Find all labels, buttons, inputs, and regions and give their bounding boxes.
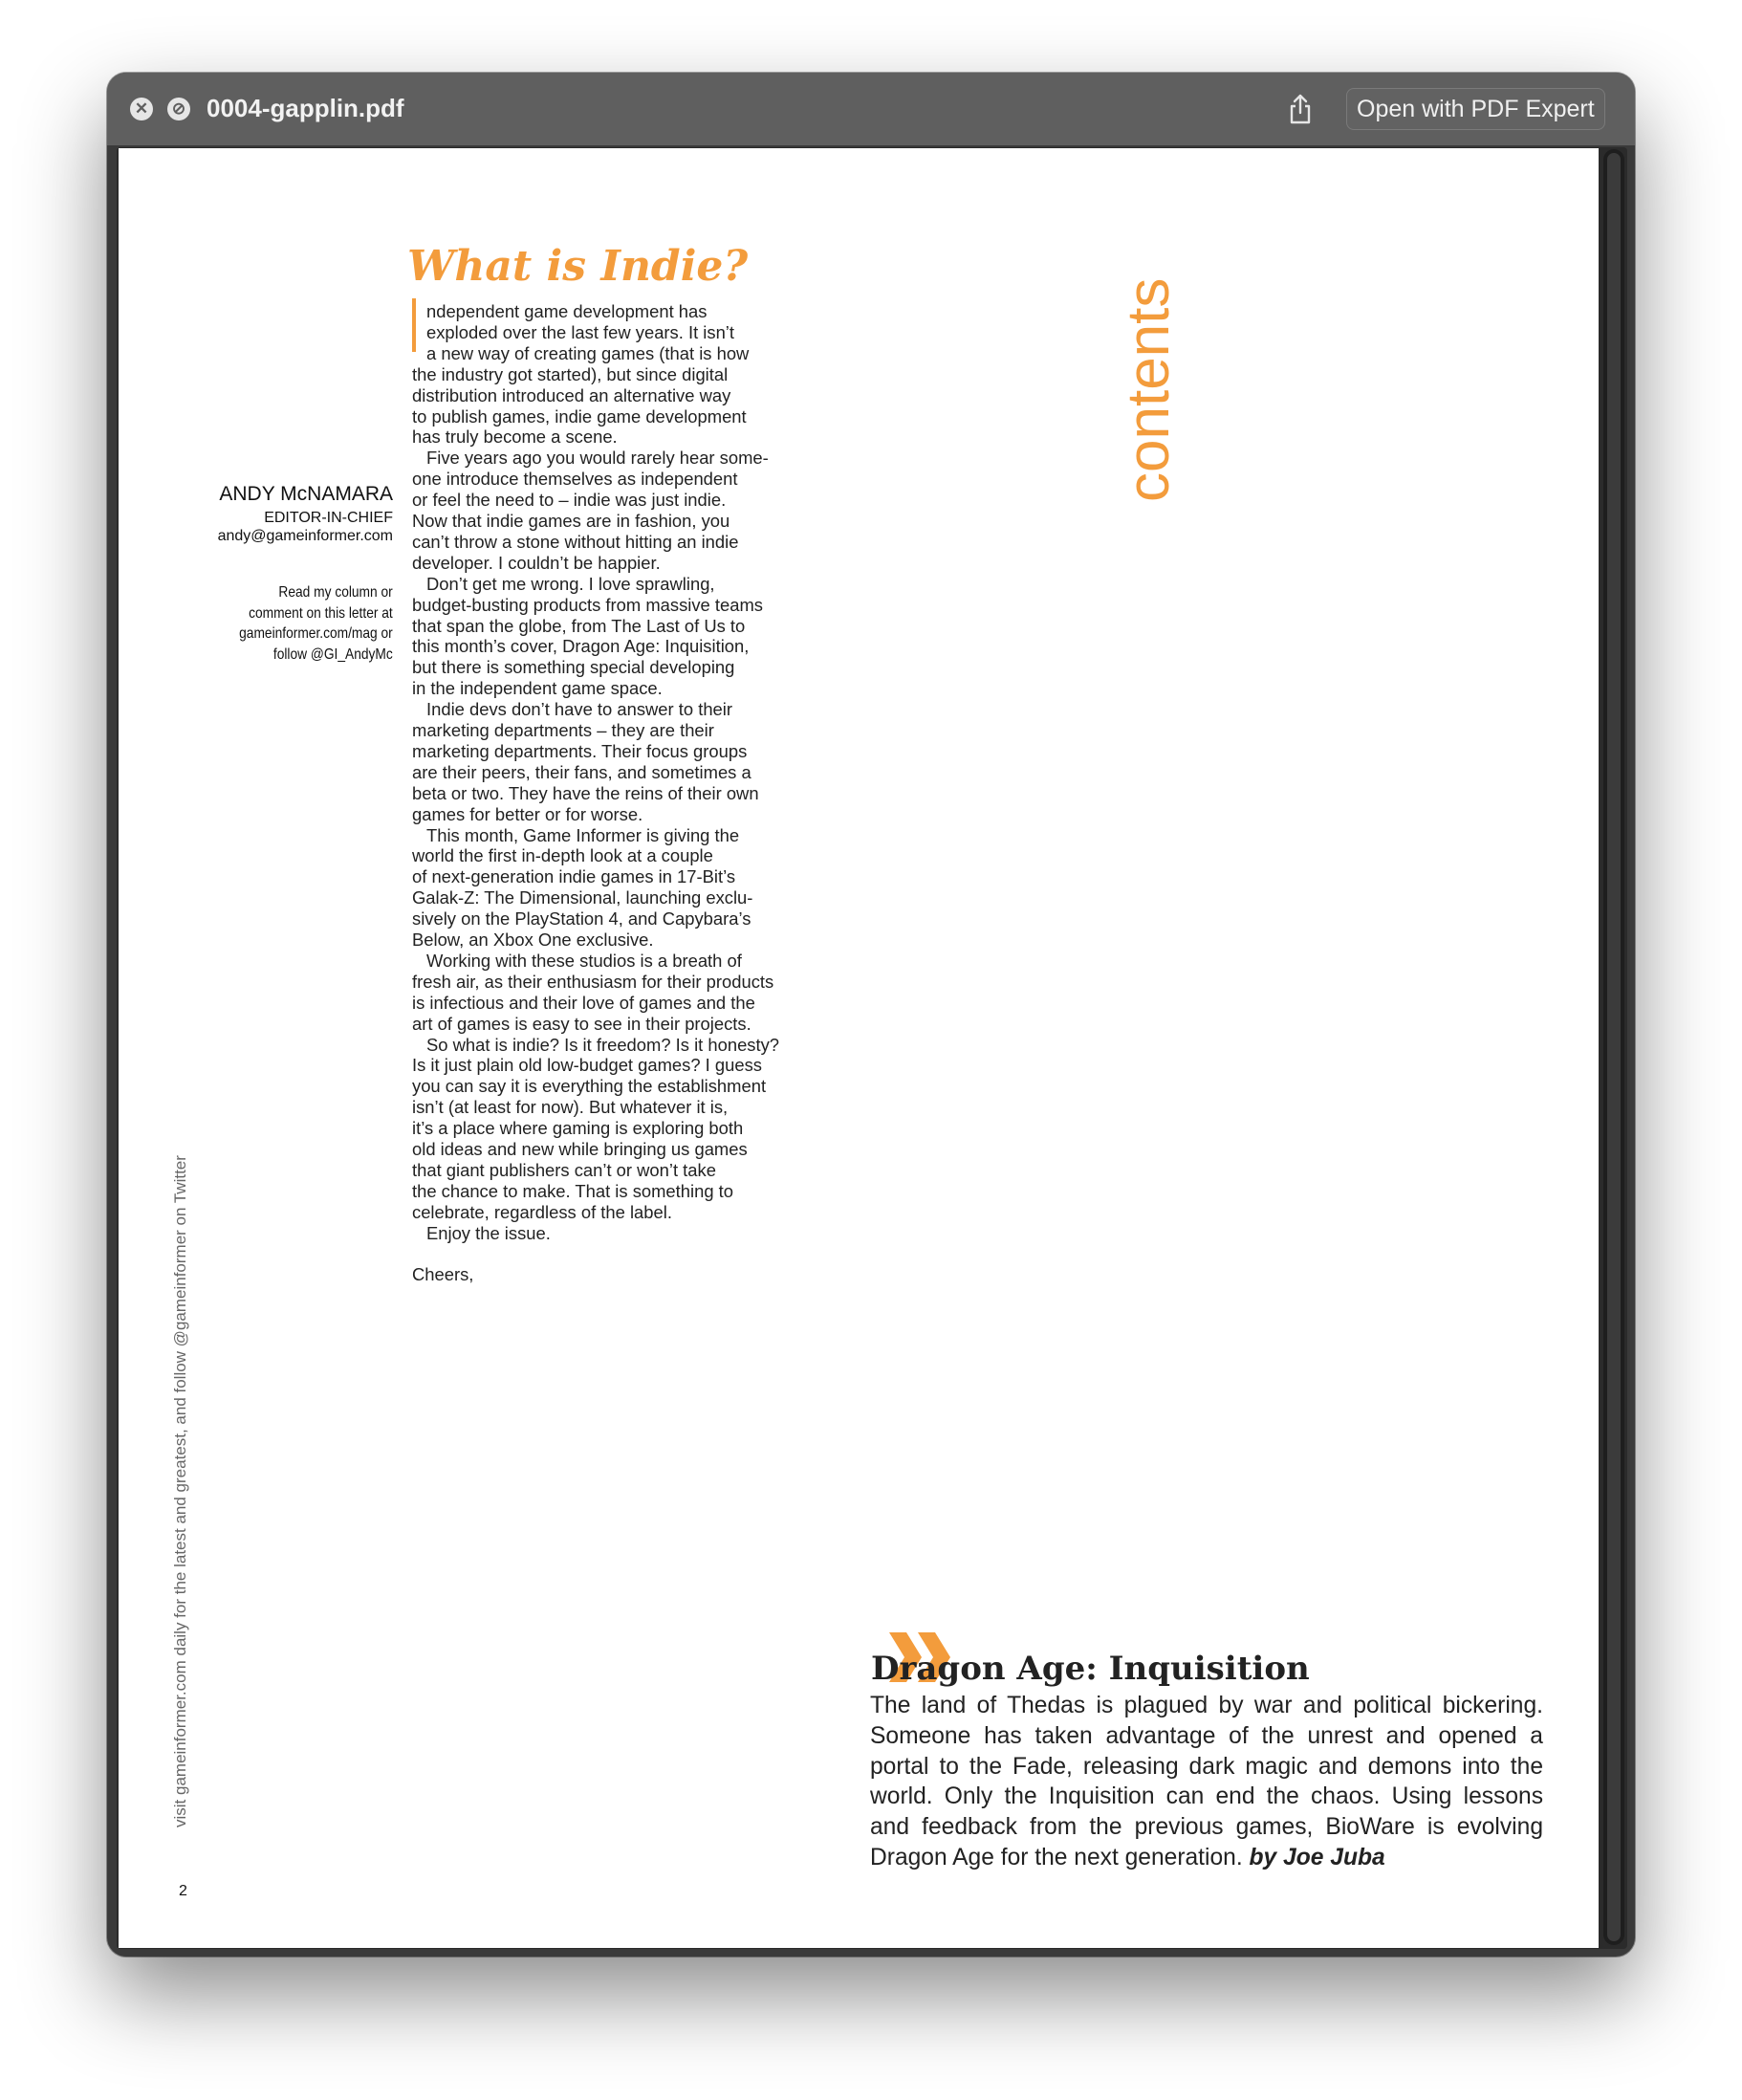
title-bar	[107, 73, 1635, 145]
article-line: distribution introduced an alternative way	[412, 384, 731, 405]
story-title: Dragon Age: Inquisition	[871, 1650, 1310, 1688]
contents-label: contents	[1116, 277, 1182, 502]
article-line: in the independent game space.	[412, 678, 663, 699]
article-line: old ideas and new while bringing us games	[412, 1139, 748, 1159]
article-line: marketing departments. Their focus groups	[412, 740, 748, 761]
article-line: the industry got started), but since digital	[412, 363, 729, 384]
story-text: The land of Thedas is plagued by war and political bickering. Someone has taken advantage of the unrest and opened a portal to the Fade, releasing dark magic and demons into the world. Only the Inquisition can end the chaos. Using lessons and feedback from the previous games, BioWare is evolving Dragon Age for the next generation.	[870, 1693, 1543, 1870]
pdf-viewer-window	[107, 73, 1635, 1957]
open-with-pdf-expert-button[interactable]: Open with PDF Expert	[1346, 88, 1605, 130]
side-note-line: gameinformer.com/mag or	[239, 625, 393, 642]
article-line: Below, an Xbox One exclusive.	[412, 930, 654, 950]
article-line: marketing departments – they are their	[412, 720, 714, 740]
page-number: 2	[179, 1883, 187, 1899]
article-line: exploded over the last few years. It isn’t	[426, 321, 734, 342]
article-line: Don’t get me wrong. I love sprawling,	[426, 573, 715, 594]
article-line: fresh air, as their enthusiasm for their products	[412, 971, 774, 992]
article-line: you can say it is everything the establishment	[412, 1076, 767, 1097]
article-line: Working with these studios is a breath of	[426, 950, 742, 971]
article-line: isn’t (at least for now). But whatever it is,	[412, 1097, 729, 1118]
article-line: So what is indie? Is it freedom? Is it honesty?	[426, 1034, 780, 1055]
close-icon[interactable]: ✕	[130, 98, 153, 120]
article-line: games for better or for worse.	[412, 803, 643, 824]
side-note-line: Read my column or	[278, 584, 393, 601]
article-line: are their peers, their fans, and sometimes a	[412, 761, 751, 782]
article-line: This month, Game Informer is giving the	[426, 824, 740, 845]
story-byline: by Joe Juba	[1249, 1844, 1385, 1870]
article-line: Now that indie games are in fashion, you	[412, 511, 730, 531]
side-note-line: comment on this letter at	[249, 604, 393, 622]
article-line: has truly become a scene.	[412, 427, 618, 448]
pdf-page[interactable]	[119, 148, 1599, 1948]
article-line: developer. I couldn’t be happier.	[412, 552, 661, 573]
article-line: the chance to make. That is something to	[412, 1180, 733, 1201]
author-name: ANDY McNAMARA	[219, 483, 393, 505]
story-description	[870, 1691, 1543, 1873]
article-line: is infectious and their love of games and the	[412, 992, 755, 1013]
article-line: celebrate, regardless of the label.	[412, 1201, 672, 1222]
article-line: Is it just plain old low-budget games? I guess	[412, 1055, 762, 1076]
article-line: world the first in-depth look at a couple	[412, 845, 713, 866]
drop-cap-i	[412, 298, 416, 352]
article-line: it’s a place where gaming is exploring both	[412, 1118, 744, 1139]
window-title: 0004-gapplin.pdf	[207, 94, 404, 122]
article-line: Enjoy the issue.	[426, 1222, 551, 1243]
article-line: art of games is easy to see in their projects.	[412, 1013, 751, 1034]
article-line: can’t throw a stone without hitting an indie	[412, 531, 739, 552]
article-line: but there is something special developing	[412, 657, 735, 678]
article-line: ndependent game development has	[426, 301, 708, 321]
article-line: this month’s cover, Dragon Age: Inquisition,	[412, 636, 750, 657]
article-line: one introduce themselves as independent	[412, 469, 738, 490]
block-icon[interactable]: ⊘	[167, 98, 190, 120]
scrollbar-thumb[interactable]	[1607, 153, 1621, 1941]
side-note-line: follow @GI_AndyMc	[273, 645, 393, 663]
author-title: EDITOR-IN-CHIEF	[264, 510, 393, 526]
article-line: Five years ago you would rarely hear some-	[426, 448, 769, 469]
article-heading: What is Indie?	[407, 242, 749, 291]
vertical-website-note: visit gameinformer.com daily for the latest and greatest, and follow @gameinformer on Twitter	[171, 1155, 189, 1827]
side-note	[239, 582, 393, 665]
article-line: Cheers,	[412, 1264, 474, 1285]
article-line: that giant publishers can’t or won’t take	[412, 1159, 716, 1180]
article-line: budget-busting products from massive teams	[412, 594, 763, 615]
article-line: sively on the PlayStation 4, and Capybara’s	[412, 908, 751, 930]
share-icon[interactable]	[1283, 92, 1317, 126]
article-line: a new way of creating games (that is how	[426, 342, 750, 363]
article-line: that span the globe, from The Last of Us to	[412, 615, 746, 636]
article-line: or feel the need to – indie was just indie.	[412, 490, 727, 511]
author-email: andy@gameinformer.com	[217, 528, 393, 544]
article-line: to publish games, indie game development	[412, 405, 747, 427]
article-line: Galak-Z: The Dimensional, launching exclu-	[412, 887, 753, 908]
article-line: beta or two. They have the reins of their own	[412, 782, 759, 803]
article-line: Indie devs don’t have to answer to their	[426, 699, 732, 720]
article-line: of next-generation indie games in 17-Bit’s	[412, 866, 736, 887]
